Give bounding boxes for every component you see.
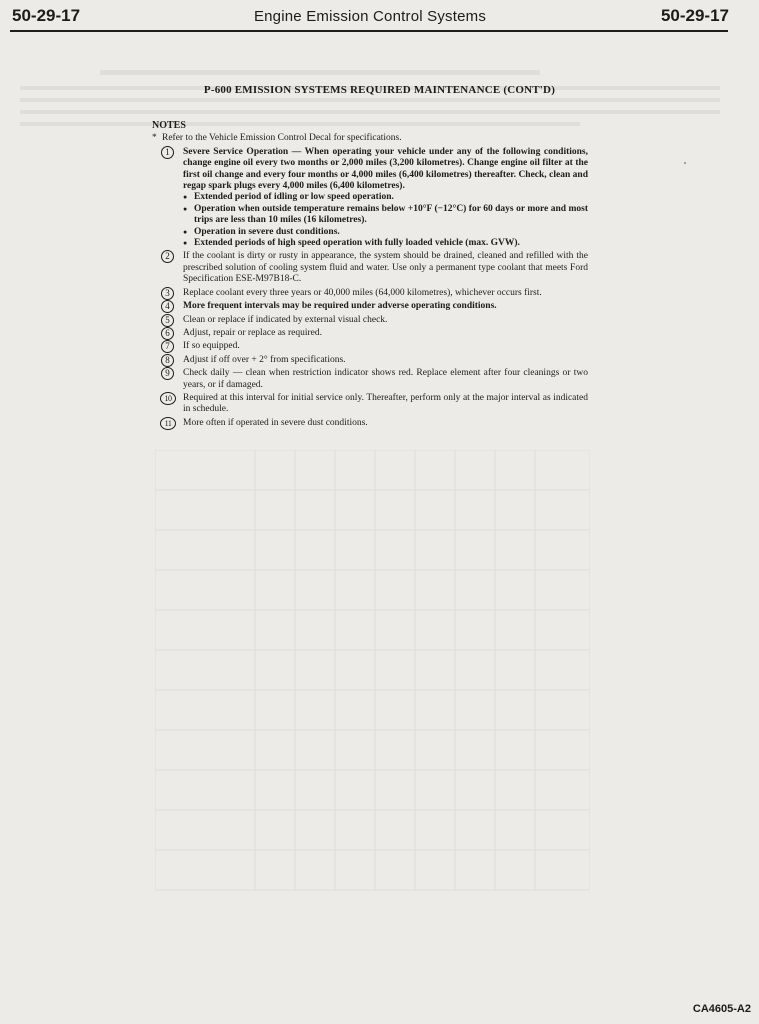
note-text: More frequent intervals may be required under adverse operating conditions. bbox=[183, 301, 497, 312]
figure-code: CA4605-A2 bbox=[692, 1003, 751, 1015]
note-item bbox=[152, 341, 588, 352]
circled-number: 3 bbox=[161, 287, 174, 300]
page-number-left: 50-29-17 bbox=[12, 6, 81, 25]
note-item bbox=[152, 288, 588, 299]
note-item bbox=[152, 393, 588, 416]
note-text: If the coolant is dirty or rusty in appearance, the system should be drained, cleaned and refilled with the prescribed solution of cooling system fluid and water. Use only a permanent type coolant that meets Ford Specification ESE-M97B18-C. bbox=[183, 251, 588, 285]
running-header-title: Engine Emission Control Systems bbox=[253, 8, 487, 25]
note-item bbox=[152, 328, 588, 339]
circled-number: 8 bbox=[161, 354, 174, 367]
note-text: More often if operated in severe dust conditions. bbox=[183, 417, 368, 428]
note-text: Adjust if off over + 2° from specifications. bbox=[183, 354, 346, 365]
note-item bbox=[152, 301, 588, 312]
bleed-through-table bbox=[155, 450, 590, 910]
star-note-text: Refer to the Vehicle Emission Control Decal for specifications. bbox=[162, 133, 402, 144]
bullet-list bbox=[183, 192, 588, 249]
note-text: Check daily — clean when restriction indicator shows red. Replace element after four cleanings or two years, or if damaged. bbox=[183, 368, 588, 390]
speck bbox=[684, 162, 686, 164]
page-number-right: 50-29-17 bbox=[660, 6, 729, 25]
note-item bbox=[152, 147, 588, 250]
circled-number: 10 bbox=[160, 392, 176, 405]
circled-number: 2 bbox=[161, 250, 174, 263]
header-rule bbox=[10, 30, 728, 32]
bullet-item: ● Operation when outside temperature remains below +10°F (−12°C) for 60 days or more and most trips are less than 10 miles (16 kilometres). bbox=[183, 204, 588, 227]
notes-heading: NOTES bbox=[152, 120, 186, 131]
bullet-item: ● Extended periods of high speed operation with fully loaded vehicle (max. GVW). bbox=[183, 238, 588, 249]
bullet-item: ● Operation in severe dust conditions. bbox=[183, 227, 588, 238]
note-text: Required at this interval for initial service only. Thereafter, perform only at the major interval as indicated in schedule. bbox=[183, 392, 588, 415]
note-text: If so equipped. bbox=[183, 341, 240, 352]
note-item bbox=[152, 355, 588, 366]
bullet-item: ● Extended period of idling or low speed operation. bbox=[183, 192, 588, 203]
asterisk-icon: * bbox=[152, 133, 157, 144]
note-text: Replace coolant every three years or 40,000 miles (64,000 kilometres), whichever occurs first. bbox=[183, 287, 542, 298]
star-note bbox=[152, 133, 588, 144]
circled-number: 11 bbox=[160, 417, 176, 430]
note-text: Clean or replace if indicated by external visual check. bbox=[183, 314, 388, 325]
circled-number: 6 bbox=[161, 327, 174, 340]
circled-number: 9 bbox=[161, 367, 174, 380]
circled-number: 5 bbox=[161, 314, 174, 327]
note-text: Severe Service Operation — When operating your vehicle under any of the following conditions, change engine oil every two months or 2,000 miles (3,200 kilometres). Change engine oil filter at the first oil change and every four months or 4,000 miles (6,400 kilometres) thereafter. Check, clean and regap spark plugs every 4,000 miles (6,400 kilometres). bbox=[183, 146, 588, 192]
notes-section bbox=[152, 120, 588, 431]
note-item bbox=[152, 315, 588, 326]
circled-number: 7 bbox=[161, 340, 174, 353]
circled-number: 1 bbox=[161, 146, 174, 159]
note-item bbox=[152, 251, 588, 285]
note-item bbox=[152, 418, 588, 429]
circled-number: 4 bbox=[161, 300, 174, 313]
note-text: Adjust, repair or replace as required. bbox=[183, 327, 323, 338]
note-item bbox=[152, 368, 588, 391]
section-title: P-600 EMISSION SYSTEMS REQUIRED MAINTENANCE (CONT'D) bbox=[203, 84, 556, 96]
